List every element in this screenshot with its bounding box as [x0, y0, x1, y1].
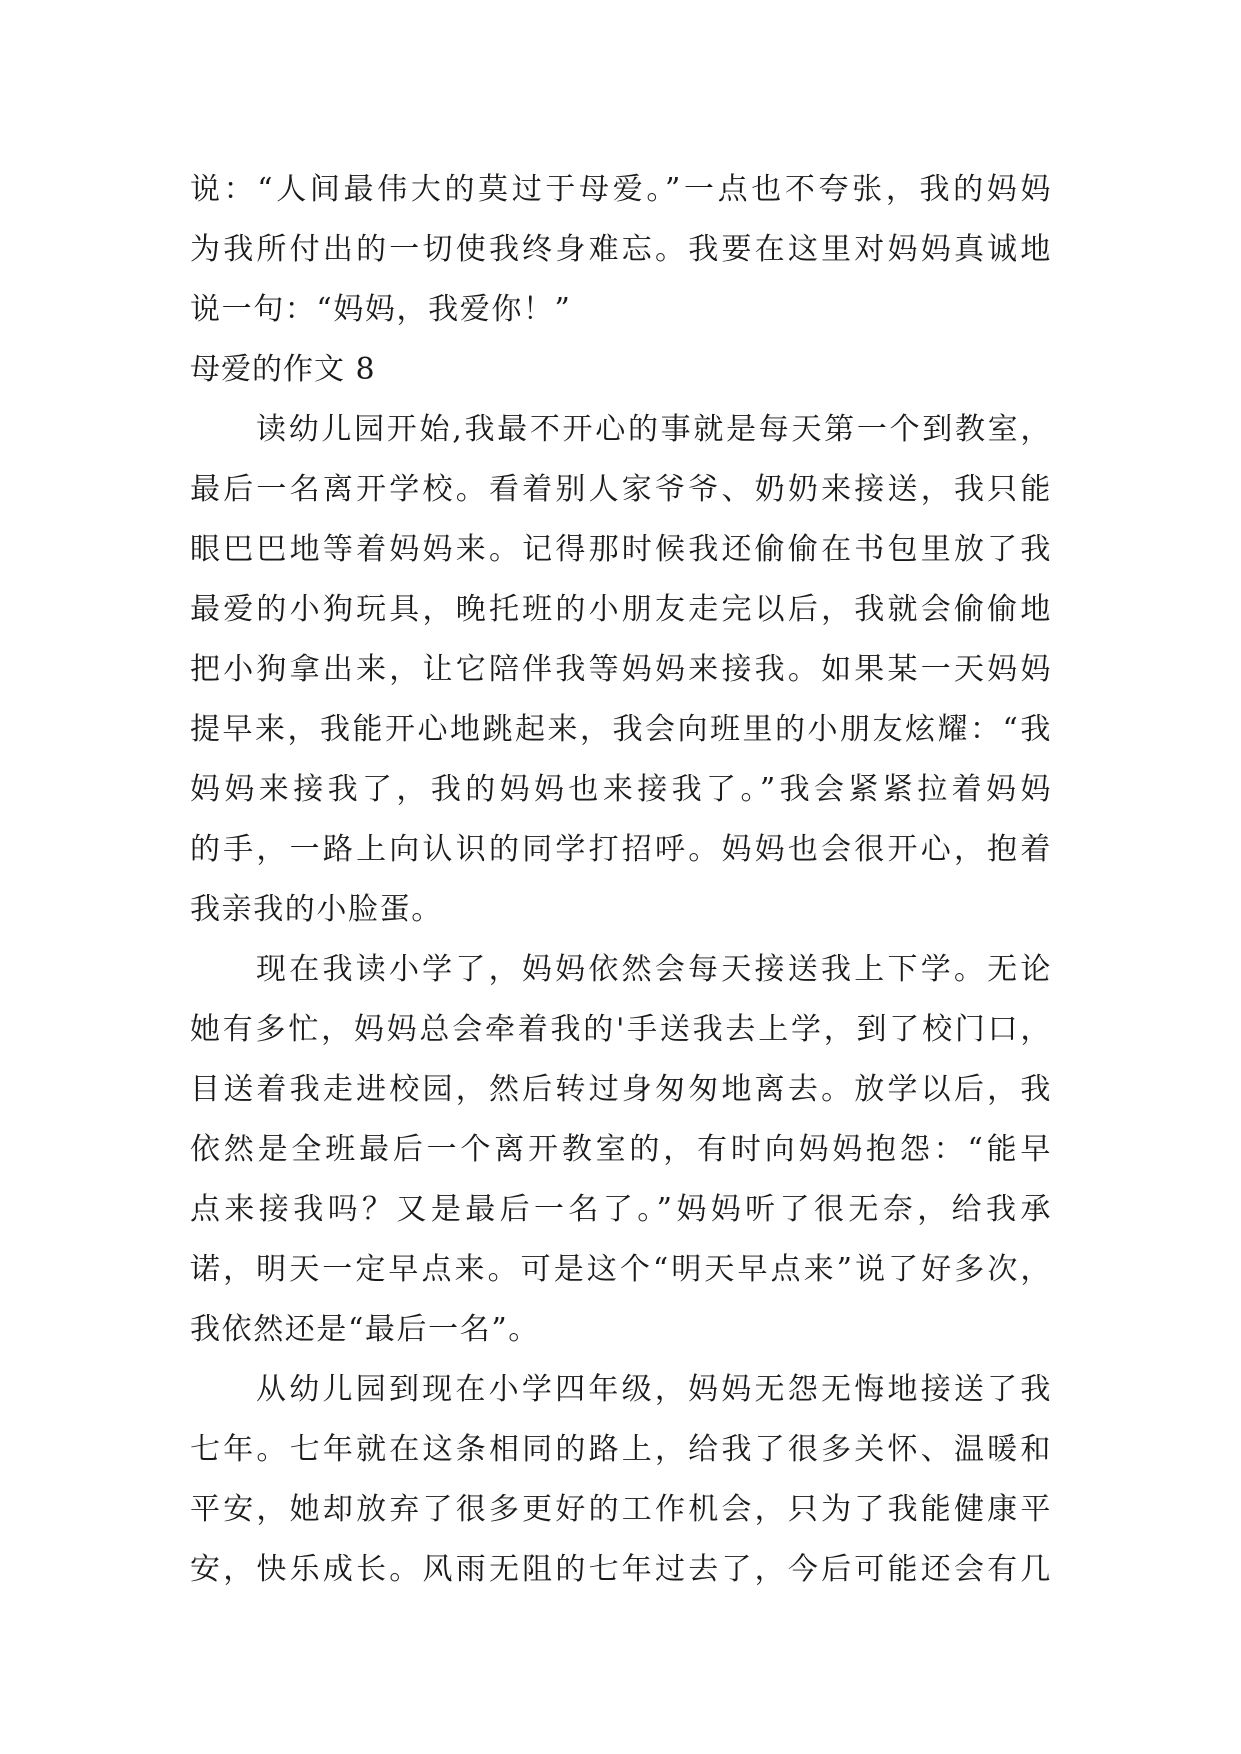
paragraph-2: [190, 940, 1052, 1360]
text-line: 提早来，我能开心地跳起来，我会向班里的小朋友炫耀：“我: [190, 712, 1052, 747]
text-line: 现在我读小学了，妈妈依然会每天接送我上下学。无论: [256, 952, 1052, 987]
text-line: 七年。七年就在这条相同的路上，给我了很多关怀、温暖和: [190, 1432, 1052, 1467]
text-line: 说一句：“妈妈，我爱你！”: [190, 292, 572, 327]
text-line: 我依然还是“最后一名”。: [190, 1312, 540, 1347]
text-line: 从幼儿园到现在小学四年级，妈妈无怨无悔地接送了我: [256, 1372, 1052, 1407]
text-line: 读幼儿园开始,我最不开心的事就是每天第一个到教室，: [256, 412, 1052, 447]
text-line: 她有多忙，妈妈总会牵着我的'手送我去上学，到了校门口，: [190, 1012, 1052, 1047]
text-line: 目送着我走进校园，然后转过身匆匆地离去。放学以后，我: [190, 1072, 1052, 1107]
intro-paragraph: [190, 160, 1052, 340]
text-line: 的手，一路上向认识的同学打招呼。妈妈也会很开心，抱着: [190, 832, 1052, 867]
text-line: 平安，她却放弃了很多更好的工作机会，只为了我能健康平: [190, 1492, 1052, 1527]
text-line: 诺，明天一定早点来。可是这个“明天早点来”说了好多次，: [190, 1252, 1052, 1287]
text-line: 最后一名离开学校。看着别人家爷爷、奶奶来接送，我只能: [190, 472, 1052, 507]
text-line: 把小狗拿出来，让它陪伴我等妈妈来接我。如果某一天妈妈: [190, 652, 1052, 687]
text-line: 说：“人间最伟大的莫过于母爱。”一点也不夸张，我的妈妈: [190, 172, 1052, 207]
paragraph-3: [190, 1360, 1052, 1600]
text-line: 安，快乐成长。风雨无阻的七年过去了，今后可能还会有几: [190, 1552, 1052, 1587]
section-heading: 母爱的作文 8: [190, 352, 376, 387]
text-line: 点来接我吗？又是最后一名了。”妈妈听了很无奈，给我承: [190, 1192, 1052, 1227]
text-line: 眼巴巴地等着妈妈来。记得那时候我还偷偷在书包里放了我: [190, 532, 1052, 567]
text-line: 最爱的小狗玩具，晚托班的小朋友走完以后，我就会偷偷地: [190, 592, 1052, 627]
text-line: 为我所付出的一切使我终身难忘。我要在这里对妈妈真诚地: [190, 232, 1052, 267]
text-line: 妈妈来接我了，我的妈妈也来接我了。”我会紧紧拉着妈妈: [190, 772, 1052, 807]
paragraph-1: [190, 400, 1052, 940]
text-line: 我亲我的小脸蛋。: [190, 892, 443, 927]
document-page: [190, 160, 1052, 1600]
text-line: 依然是全班最后一个离开教室的，有时向妈妈抱怨：“能早: [190, 1132, 1052, 1167]
